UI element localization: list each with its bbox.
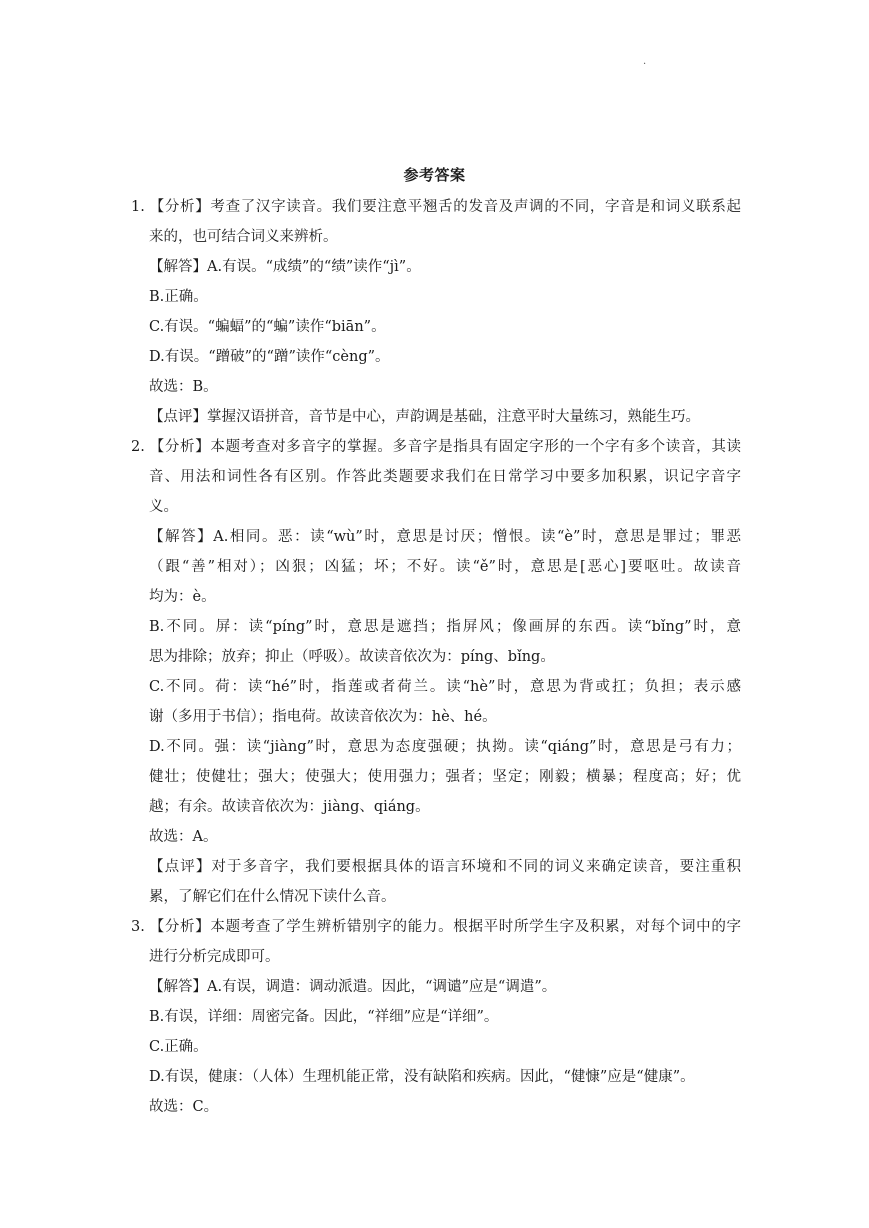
q2-answer-d-line-2: 健壮；使健壮；强大；使强大；使用强力；强者；坚定；刚毅；横暴；程度高；好；优 [149, 769, 741, 785]
q3-analysis-line-1 [131, 912, 741, 942]
q1-comment: 【点评】掌握汉语拼音，音节是中心，声韵调是基础，注意平时大量练习，熟能生巧。 [149, 409, 700, 425]
q1-number: 1. [131, 199, 145, 215]
q2-choice: 故选：A。 [149, 829, 218, 845]
header-mark: . [643, 56, 647, 67]
q2-answer-d-line-3: 越；有余。故读音依次为：jiàng、qiáng。 [149, 799, 430, 815]
page-title: 参考答案 [403, 166, 466, 184]
q1-answer-b: B.正确。 [149, 289, 208, 305]
q1-choice: 故选：B。 [149, 379, 218, 395]
q2-answer-d-line-1: D.不同。强：读“jiàng”时，意思为态度强硬；执拗。读“qiáng”时，意思是弓有力； [149, 739, 741, 755]
q3-number: 3. [131, 919, 145, 935]
q2-answer-a-line-1: 【解答】A.相同。恶：读“wù”时，意思是讨厌；憎恨。读“è”时，意思是罪过；罪恶 [149, 529, 741, 545]
q2-answer-b-line-2: 思为排除；放弃；抑止（呼吸）。故读音依次为：píng、bǐng。 [149, 649, 555, 665]
q2-analysis-text-1: 【分析】本题考查对多音字的掌握。多音字是指具有固定字形的一个字有多个读音，其读 [149, 439, 741, 455]
q1-answer-d: D.有误。“蹭破”的“蹭”读作“cèng”。 [149, 349, 390, 365]
answer-content [131, 192, 741, 1122]
q2-comment-line-1: 【点评】对于多音字，我们要根据具体的语言环境和不同的词义来确定读音，要注重积 [149, 859, 741, 875]
q3-answer-d: D.有误，健康：（人体）生理机能正常，没有缺陷和疾病。因此，“健慷”应是“健康”。 [149, 1069, 695, 1085]
q2-analysis-line-2: 音、用法和词性各有区别。作答此类题要求我们在日常学习中要多加积累，识记字音字 [149, 469, 741, 485]
q2-answer-c-line-2: 谢（多用于书信）；指电荷。故读音依次为：hè、hé。 [149, 709, 497, 725]
q2-comment-line-2: 累，了解它们在什么情况下读什么音。 [149, 889, 396, 905]
q1-answer-c: C.有误。“蝙蝠”的“蝙”读作“biān”。 [149, 319, 386, 335]
q1-answer-a: 【解答】A.有误。“成绩”的“绩”读作“jì”。 [149, 259, 421, 275]
q2-answer-b-line-1: B.不同。屏：读“píng”时，意思是遮挡；指屏风；像画屏的东西。读“bǐng”时，意 [149, 619, 741, 635]
q1-analysis-text-1: 【分析】考查了汉字读音。我们要注意平翘舌的发音及声调的不同，字音是和词义联系起 [149, 199, 741, 215]
q3-answer-b: B.有误，详细：周密完备。因此，“祥细”应是“详细”。 [149, 1009, 499, 1025]
q3-answer-a: 【解答】A.有误，调遣：调动派遣。因此，“调谴”应是“调遣”。 [149, 979, 557, 995]
q2-answer-a-line-3: 均为：è。 [149, 589, 216, 605]
q2-answer-a-line-2: （跟“善”相对）；凶狠；凶猛；坏；不好。读“ě”时，意思是[恶心]要呕吐。故读音 [149, 559, 741, 575]
q2-number: 2. [131, 439, 145, 455]
q1-analysis-line-1 [131, 192, 741, 222]
q3-analysis-text-1: 【分析】本题考查了学生辨析错别字的能力。根据平时所学生字及积累，对每个词中的字 [149, 919, 741, 935]
q3-choice: 故选：C。 [149, 1099, 219, 1115]
q2-analysis-line-1 [131, 432, 741, 462]
q3-analysis-line-2: 进行分析完成即可。 [149, 949, 280, 965]
q2-answer-c-line-1: C.不同。荷：读“hé”时，指莲或者荷兰。读“hè”时，意思为背或扛；负担；表示感 [149, 679, 741, 695]
q3-answer-c: C.正确。 [149, 1039, 208, 1055]
q1-analysis-line-2: 来的，也可结合词义来辨析。 [149, 229, 338, 245]
q2-analysis-line-3: 义。 [149, 499, 178, 515]
